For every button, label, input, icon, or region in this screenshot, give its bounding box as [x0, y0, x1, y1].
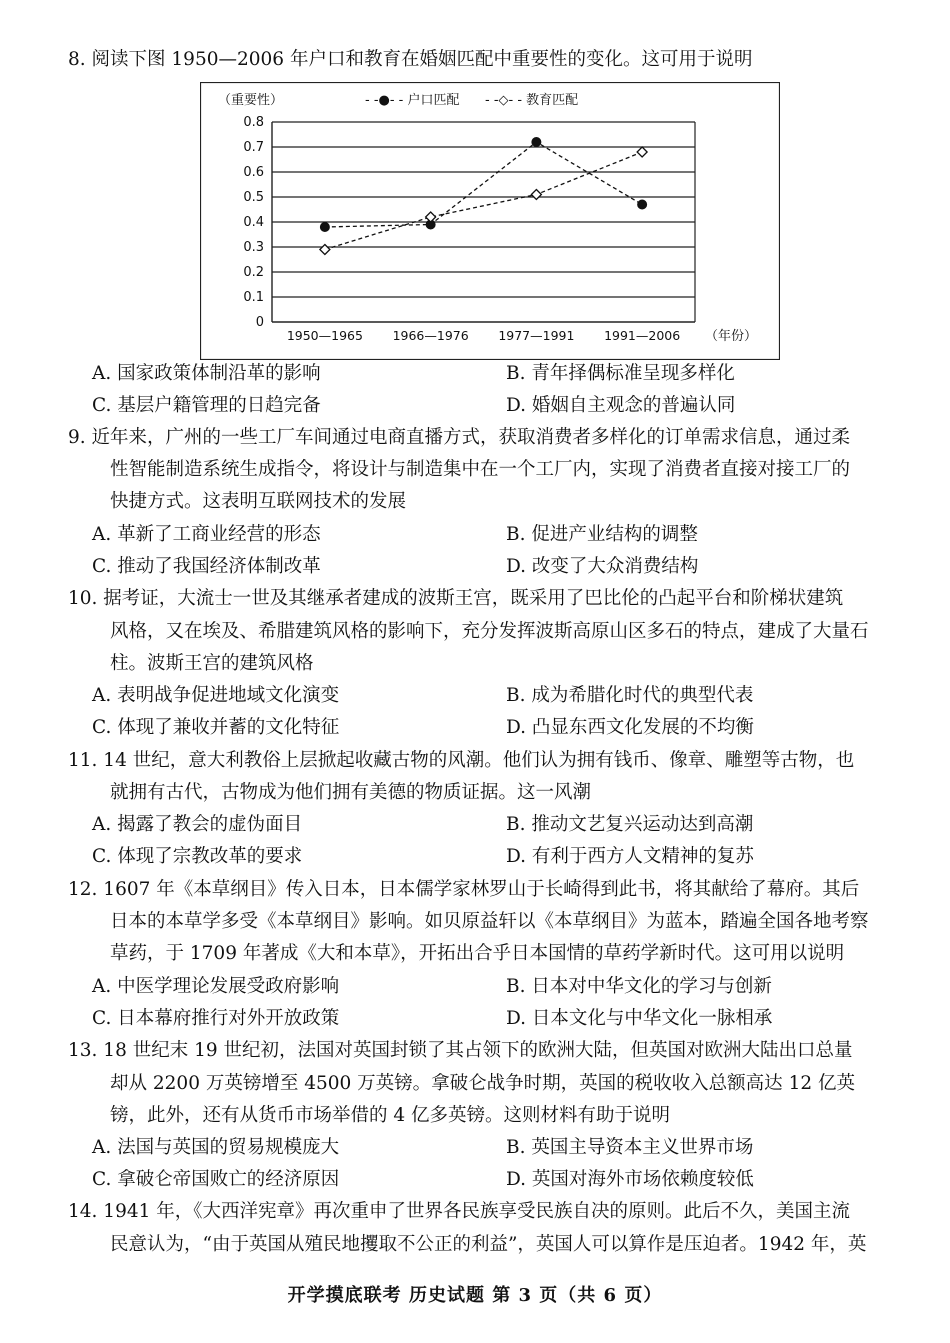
- y-tick-0.7: 0.7: [243, 140, 264, 155]
- q8-option-c[interactable]: C. 基层户籍管理的日趋完备: [92, 395, 321, 416]
- q10-option-d[interactable]: D. 凸显东西文化发展的不均衡: [506, 717, 754, 738]
- x-tick-1: 1950—1965: [286, 328, 363, 343]
- q11-option-d[interactable]: D. 有利于西方人文精神的复苏: [506, 846, 754, 867]
- q11-line-2: 就拥有古代，古物成为他们拥有美德的物质证据。这一风潮: [110, 782, 592, 803]
- q10-option-a[interactable]: A. 表明战争促进地域文化演变: [92, 685, 340, 706]
- page-footer: 开学摸底联考 历史试题 第 3 页（共 6 页）: [287, 1285, 663, 1306]
- q10-line-3: 柱。波斯王宫的建筑风格: [110, 653, 314, 674]
- point-hukou-1: [320, 222, 330, 232]
- q8-chart: [200, 82, 780, 360]
- q13-line-3: 镑，此外，还有从货币市场举借的 4 亿多英镑。这则材料有助于说明: [110, 1105, 671, 1126]
- q9-option-c[interactable]: C. 推动了我国经济体制改革: [92, 556, 321, 577]
- q13-line-1: 13. 18 世纪末 19 世纪初，法国对英国封锁了其占领下的欧洲大陆，但英国对欧洲大陆出口总量: [68, 1040, 853, 1061]
- q11-line-1: 11. 14 世纪，意大利教俗上层掀起收藏古物的风潮。他们认为拥有钱币、像章、雕塑等古物，也: [68, 750, 855, 771]
- y-axis-label: （重要性）: [218, 93, 284, 108]
- q13-option-d[interactable]: D. 英国对海外市场依赖度较低: [506, 1169, 754, 1190]
- q9-line-2: 性智能制造系统生成指令，将设计与制造集中在一个工厂内，实现了消费者直接对接工厂的: [110, 459, 851, 480]
- q8-option-d[interactable]: D. 婚姻自主观念的普遍认同: [506, 395, 736, 416]
- q14-line-1: 14. 1941 年，《大西洋宪章》再次重申了世界各民族享受民族自决的原则。此后不久，美国主流: [68, 1201, 851, 1222]
- x-tick-3: 1977—1991: [498, 328, 575, 343]
- q9-option-b[interactable]: B. 促进产业结构的调整: [506, 524, 698, 545]
- y-tick-0.4: 0.4: [243, 215, 264, 230]
- q13-option-c[interactable]: C. 拿破仑帝国败亡的经济原因: [92, 1169, 340, 1190]
- chart-frame: [201, 83, 780, 360]
- q10-line-1: 10. 据考证，大流士一世及其继承者建成的波斯王宫，既采用了巴比伦的凸起平台和阶梯状建筑: [68, 588, 844, 609]
- q13-option-a[interactable]: A. 法国与英国的贸易规模庞大: [92, 1137, 340, 1158]
- y-tick-0: 0: [255, 315, 264, 330]
- q12-line-3: 草药，于 1709 年著成《大和本草》，开拓出合乎日本国情的草药学新时代。这可用以说明: [110, 943, 845, 964]
- y-tick-0.5: 0.5: [243, 190, 264, 205]
- legend-entry-education: - -◇- - 教育匹配: [485, 93, 579, 108]
- q12-option-a[interactable]: A. 中医学理论发展受政府影响: [92, 976, 340, 997]
- y-tick-0.6: 0.6: [243, 165, 264, 180]
- q9-line-3: 快捷方式。这表明互联网技术的发展: [110, 491, 407, 512]
- y-tick-labels: [243, 115, 264, 330]
- q8-stem: 8. 阅读下图 1950—2006 年户口和教育在婚姻匹配中重要性的变化。这可用于说明: [68, 49, 753, 70]
- x-tick-4: 1991—2006: [604, 328, 681, 343]
- q9-line-1: 9. 近年来，广州的一些工厂车间通过电商直播方式，获取消费者多样化的订单需求信息，通过柔: [68, 427, 851, 448]
- q10-option-b[interactable]: B. 成为希腊化时代的典型代表: [506, 685, 754, 706]
- y-tick-0.2: 0.2: [243, 265, 264, 280]
- q10-option-c[interactable]: C. 体现了兼收并蓄的文化特征: [92, 717, 340, 738]
- q8-option-b[interactable]: B. 青年择偶标准呈现多样化: [506, 363, 735, 384]
- q13-line-2: 却从 2200 万英镑增至 4500 万英镑。拿破仑战争时期，英国的税收收入总额高达 12 亿英: [110, 1073, 855, 1094]
- line-chart: [200, 82, 780, 360]
- legend-entry-hukou: - -●- - 户口匹配: [365, 93, 460, 108]
- point-hukou-3: [531, 137, 541, 147]
- q11-option-b[interactable]: B. 推动文艺复兴运动达到高潮: [506, 814, 754, 835]
- q12-line-2: 日本的本草学多受《本草纲目》影响。如贝原益轩以《本草纲目》为蓝本，踏遍全国各地考察: [110, 911, 869, 932]
- q8-option-a[interactable]: A. 国家政策体制沿革的影响: [92, 363, 321, 384]
- q9-option-a[interactable]: A. 革新了工商业经营的形态: [92, 524, 321, 545]
- y-tick-0.3: 0.3: [243, 240, 264, 255]
- q12-option-c[interactable]: C. 日本幕府推行对外开放政策: [92, 1008, 340, 1029]
- q12-option-b[interactable]: B. 日本对中华文化的学习与创新: [506, 976, 772, 997]
- y-tick-0.8: 0.8: [243, 115, 264, 130]
- q13-option-b[interactable]: B. 英国主导资本主义世界市场: [506, 1137, 754, 1158]
- y-tick-0.1: 0.1: [243, 290, 264, 305]
- x-axis-label: （年份）: [705, 329, 758, 344]
- q12-option-d[interactable]: D. 日本文化与中华文化一脉相承: [506, 1008, 773, 1029]
- x-tick-2: 1966—1976: [392, 328, 469, 343]
- q12-line-1: 12. 1607 年《本草纲目》传入日本，日本儒学家林罗山于长崎得到此书，将其献给了幕府。其后: [68, 879, 860, 900]
- q14-line-2: 民意认为，“由于英国从殖民地攫取不公正的利益”，英国人可以算作是压迫者。1942 年，英: [110, 1234, 867, 1255]
- q11-option-a[interactable]: A. 揭露了教会的虚伪面目: [92, 814, 303, 835]
- point-hukou-4: [637, 200, 647, 210]
- q9-option-d[interactable]: D. 改变了大众消费结构: [506, 556, 699, 577]
- q11-option-c[interactable]: C. 体现了宗教改革的要求: [92, 846, 303, 867]
- q10-line-2: 风格，又在埃及、希腊建筑风格的影响下，充分发挥波斯高原山区多石的特点，建成了大量石: [110, 621, 869, 642]
